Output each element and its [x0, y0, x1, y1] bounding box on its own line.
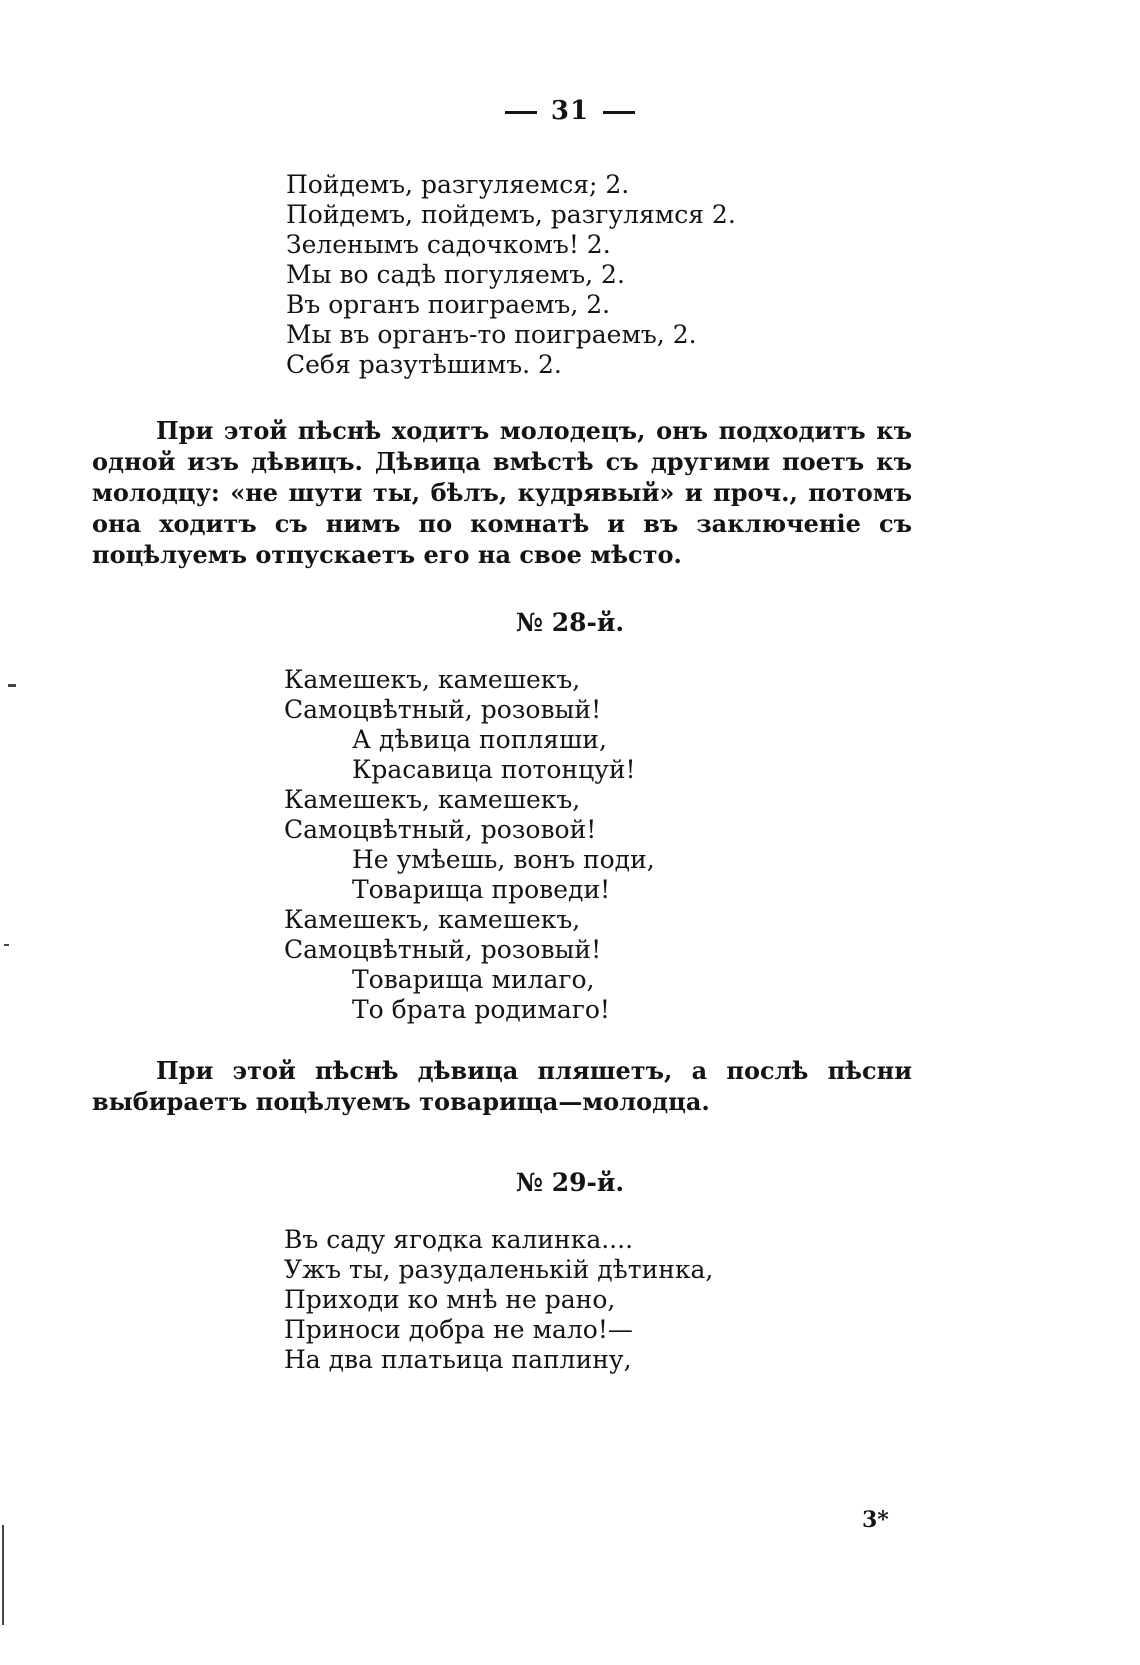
- verse-line: Камешекъ, камешекъ,: [284, 905, 581, 934]
- verse-line: То брата родимаго!: [352, 995, 610, 1024]
- verse-line: Красавица потонцуй!: [352, 755, 636, 784]
- verse-1: [286, 170, 736, 380]
- header-dash-left: [505, 111, 537, 114]
- verse-line: Въ органъ поиграемъ, 2.: [286, 290, 611, 319]
- verse-line: Ужъ ты, разудаленькiй дѣтинка,: [284, 1255, 714, 1284]
- page-number: 31: [550, 96, 590, 126]
- signature-mark: 3*: [862, 1507, 889, 1533]
- verse-line: Пойдемъ, пойдемъ, разгулямся 2.: [286, 200, 736, 229]
- scan-speck: [4, 944, 9, 946]
- page-header: [0, 96, 1140, 126]
- verse-line: Приноси добра не мало!—: [284, 1315, 633, 1344]
- verse-line: Приходи ко мнѣ не рано,: [284, 1285, 616, 1314]
- verse-line: Самоцвѣтный, розовый!: [284, 695, 602, 724]
- prose-text-2: При этой пѣснѣ дѣвица пляшетъ, а послѣ пѣсни выбираетъ поцѣлуемъ товарища—молодца.: [92, 1056, 912, 1116]
- verse-line: Себя разутѣшимъ. 2.: [286, 350, 562, 379]
- verse-line: На два платьица паплину,: [284, 1345, 632, 1374]
- header-dash-right: [603, 111, 635, 114]
- verse-line: Въ саду ягодка калинка....: [284, 1225, 634, 1254]
- verse-line: А дѣвица попляши,: [352, 725, 607, 754]
- prose-text-1: При этой пѣснѣ ходитъ молодецъ, онъ подходитъ къ одной изъ дѣвицъ. Дѣвица вмѣстѣ съ другими поетъ къ молодцу: «не шути ты, бѣлъ, кудрявый» и проч., потомъ она ходитъ съ нимъ по комнатѣ и въ заключенiе съ поцѣлуемъ отпускаетъ его на свое мѣсто.: [92, 416, 912, 569]
- verse-line: Камешекъ, камешекъ,: [284, 665, 581, 694]
- verse-line: Пойдемъ, разгуляемся; 2.: [286, 170, 630, 199]
- verse-line: Мы въ органъ-то поиграемъ, 2.: [286, 320, 697, 349]
- verse-line: Мы во садѣ погуляемъ, 2.: [286, 260, 625, 289]
- verse-3: [284, 1225, 713, 1375]
- verse-line: Товарища милаго,: [352, 965, 595, 994]
- verse-line: Самоцвѣтный, розовый!: [284, 935, 602, 964]
- verse-line: Самоцвѣтный, розовой!: [284, 815, 597, 844]
- verse-line: Не умѣешь, вонъ поди,: [352, 845, 655, 874]
- verse-line: Камешекъ, камешекъ,: [284, 785, 581, 814]
- section-heading-28: № 28-й.: [515, 608, 625, 637]
- verse-line: Зеленымъ садочкомъ! 2.: [286, 230, 611, 259]
- verse-2: [284, 665, 655, 1025]
- scan-edge-line: [2, 1525, 4, 1625]
- section-heading-29: № 29-й.: [515, 1168, 625, 1197]
- prose-paragraph-1: [92, 415, 912, 570]
- verse-line: Товарища проведи!: [352, 875, 611, 904]
- prose-paragraph-2: [92, 1055, 912, 1117]
- scan-speck: [8, 684, 16, 687]
